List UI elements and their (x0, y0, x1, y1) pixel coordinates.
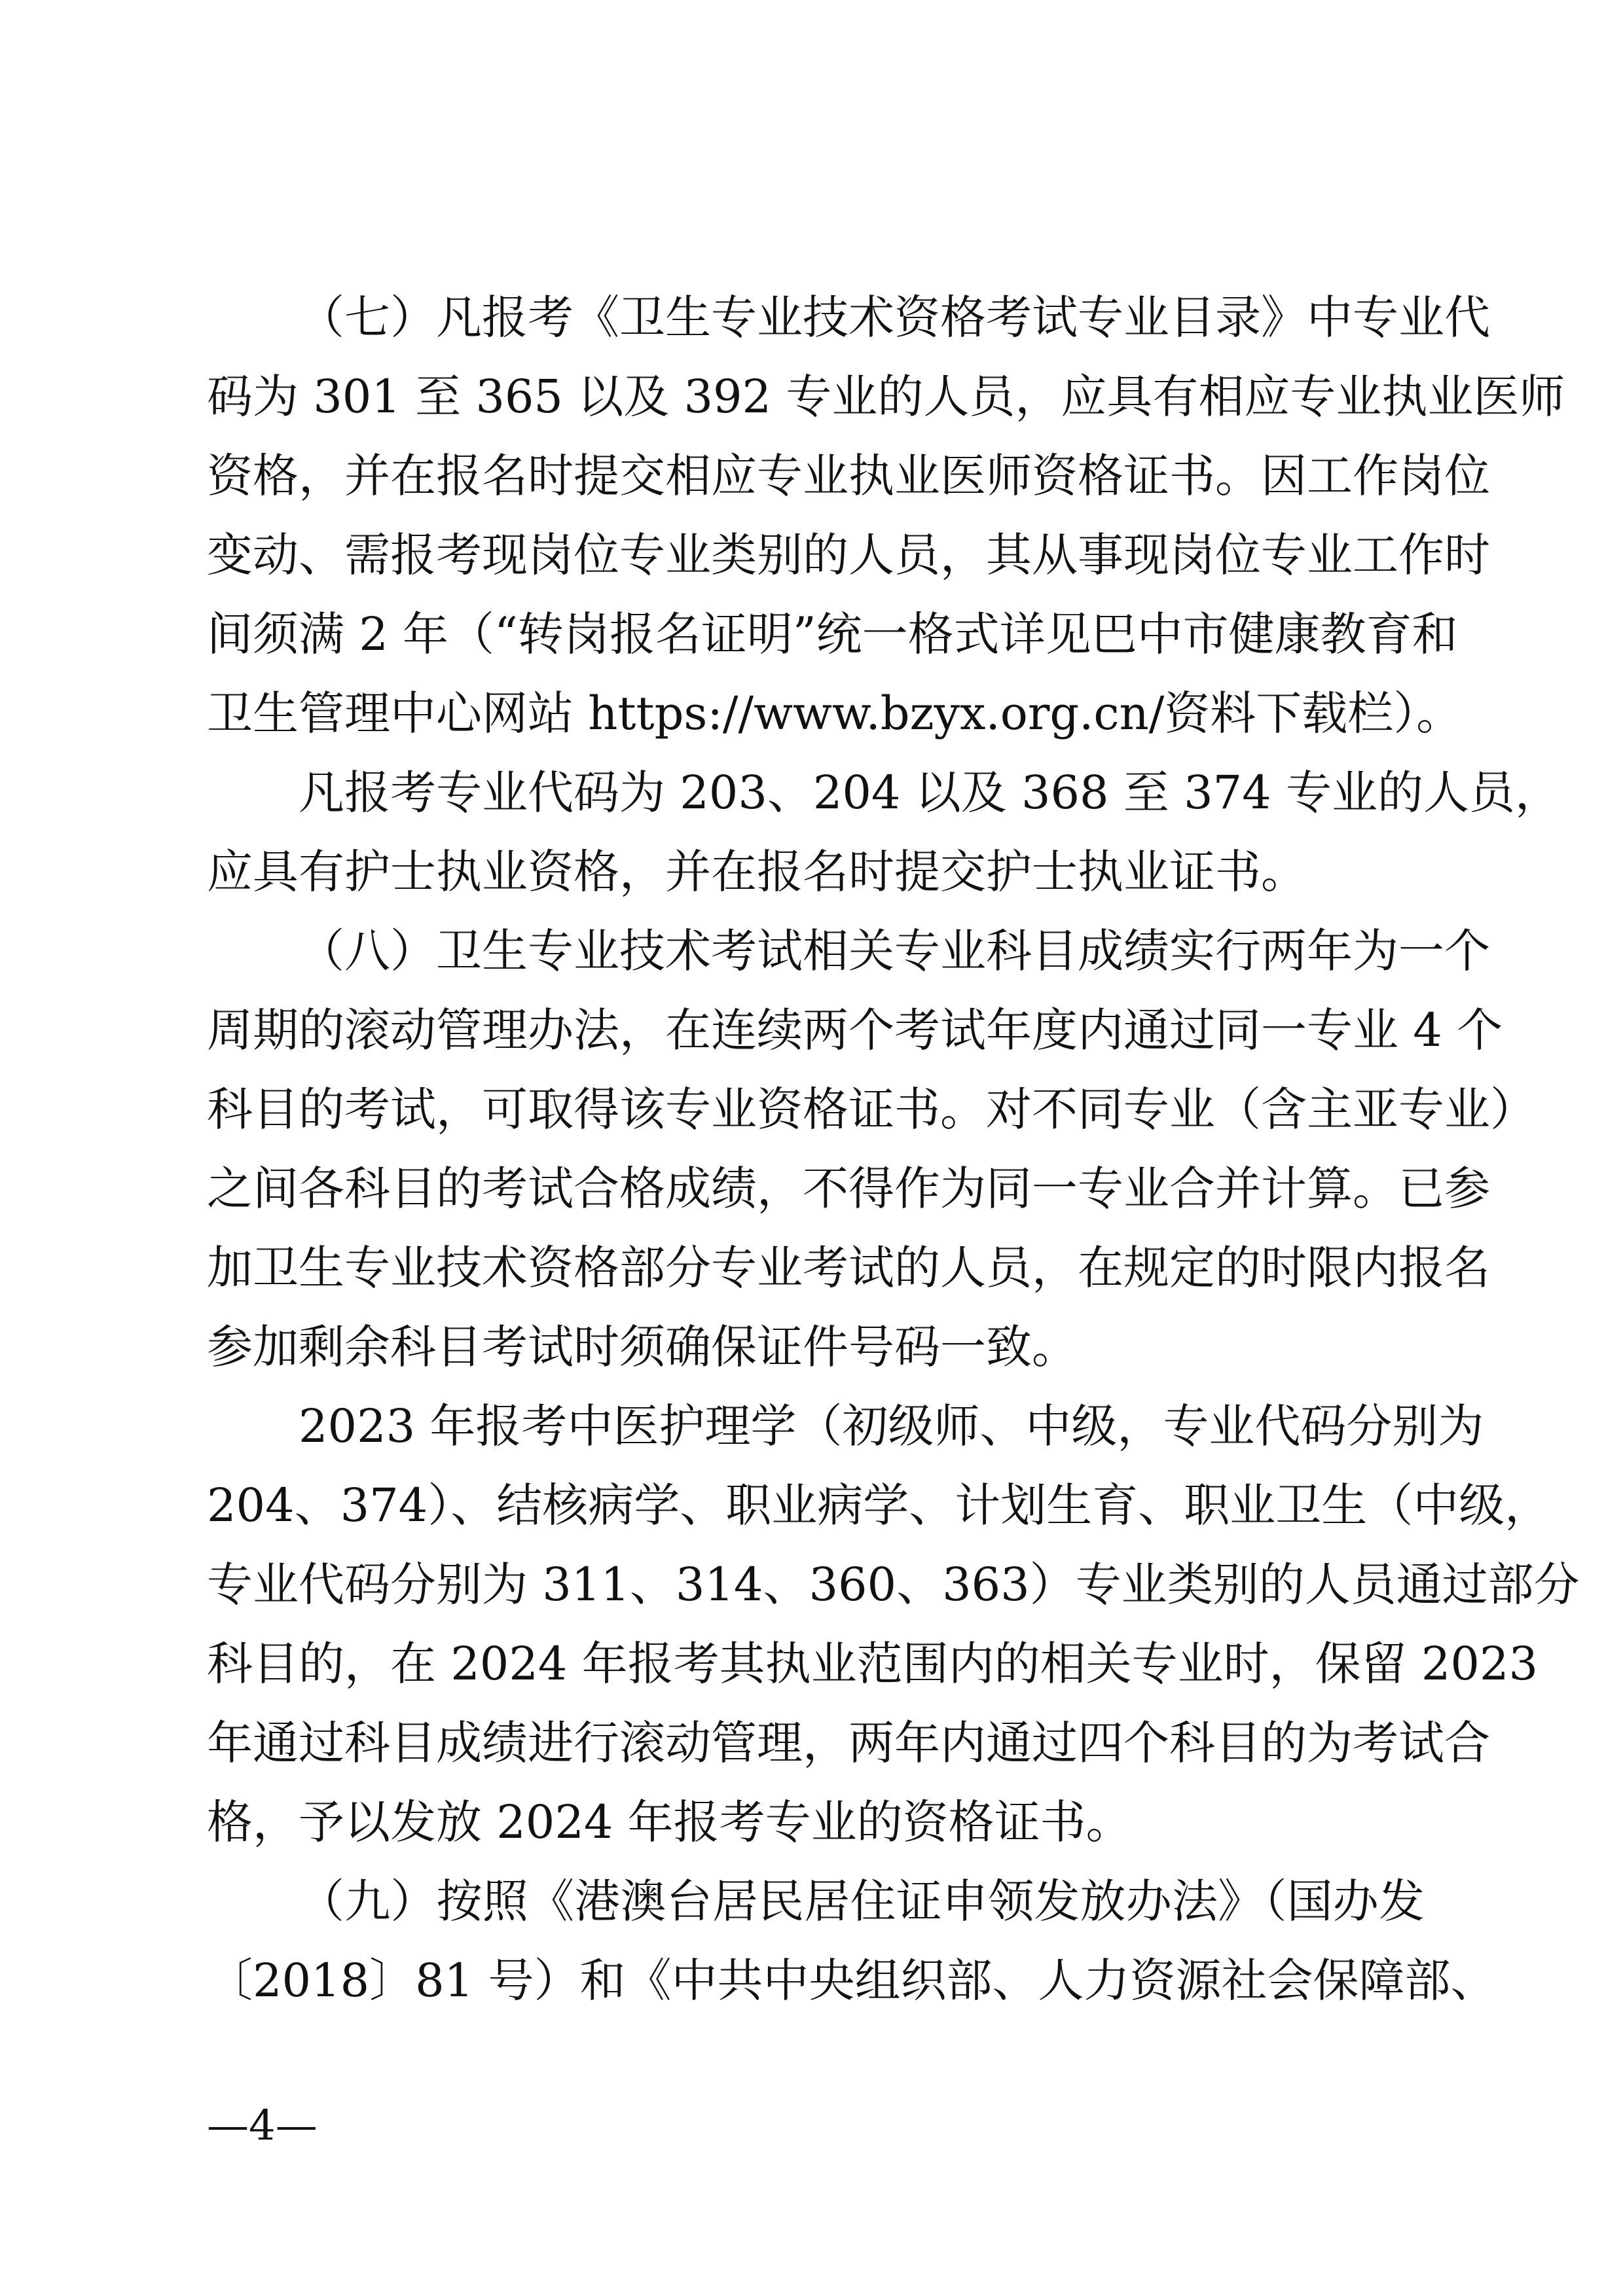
nurse-paragraph-line-2: 应具有护士执业资格，并在报名时提交护士执业证书。 (207, 845, 1307, 899)
year-2023-paragraph-line-4: 科目的，在 2024 年报考其执业范围内的相关专业时，保留 2023 (207, 1637, 1539, 1691)
year-2023-paragraph-line-2: 204、374）、结核病学、职业病学、计划生育、职业卫生（中级， (207, 1479, 1551, 1532)
year-2023-paragraph-line-6: 格，予以发放 2024 年报考专业的资格证书。 (207, 1795, 1132, 1849)
paragraph-7-line-4: 变动、需报考现岗位专业类别的人员，其从事现岗位专业工作时 (207, 528, 1490, 582)
year-2023-paragraph-line-5: 年通过科目成绩进行滚动管理，两年内通过四个科目的为考试合 (207, 1716, 1490, 1770)
paragraph-9-line-1: （九）按照《港澳台居民居住证申领发放办法》（国办发 (299, 1874, 1425, 1928)
paragraph-8-line-1: （八）卫生专业技术考试相关专业科目成绩实行两年为一个 (299, 924, 1490, 978)
paragraph-8-line-2: 周期的滚动管理办法，在连续两个考试年度内通过同一专业 4 个 (207, 1003, 1503, 1057)
paragraph-8-line-4: 之间各科目的考试合格成绩，不得作为同一专业合并计算。已参 (207, 1162, 1490, 1215)
page-number: —4— (207, 2102, 318, 2150)
paragraph-7-line-2: 码为 301 至 365 以及 392 专业的人员，应具有相应专业执业医师 (207, 370, 1565, 423)
paragraph-9-line-2: 〔2018〕81 号）和《中共中央组织部、人力资源社会保障部、 (207, 1954, 1497, 2007)
paragraph-7-line-1: （七）凡报考《卫生专业技术资格考试专业目录》中专业代 (299, 291, 1490, 344)
paragraph-8-line-6: 参加剩余科目考试时须确保证件号码一致。 (207, 1320, 1078, 1374)
paragraph-7-line-5: 间须满 2 年（“转岗报名证明”统一格式详见巴中市健康教育和 (207, 607, 1458, 661)
paragraph-8-line-5: 加卫生专业技术资格部分专业考试的人员，在规定的时限内报名 (207, 1241, 1490, 1295)
year-2023-paragraph-line-1: 2023 年报考中医护理学（初级师、中级，专业代码分别为 (299, 1399, 1484, 1453)
paragraph-7-line-3: 资格，并在报名时提交相应专业执业医师资格证书。因工作岗位 (207, 449, 1490, 503)
paragraph-7-line-6: 卫生管理中心网站 https://www.bzyx.org.cn/资料下载栏）。 (207, 687, 1463, 740)
nurse-paragraph-line-1: 凡报考专业代码为 203、204 以及 368 至 374 专业的人员， (299, 766, 1561, 819)
year-2023-paragraph-line-3: 专业代码分别为 311、314、360、363）专业类别的人员通过部分 (207, 1558, 1580, 1611)
paragraph-8-line-3: 科目的考试，可取得该专业资格证书。对不同专业（含主亚专业） (207, 1083, 1536, 1136)
